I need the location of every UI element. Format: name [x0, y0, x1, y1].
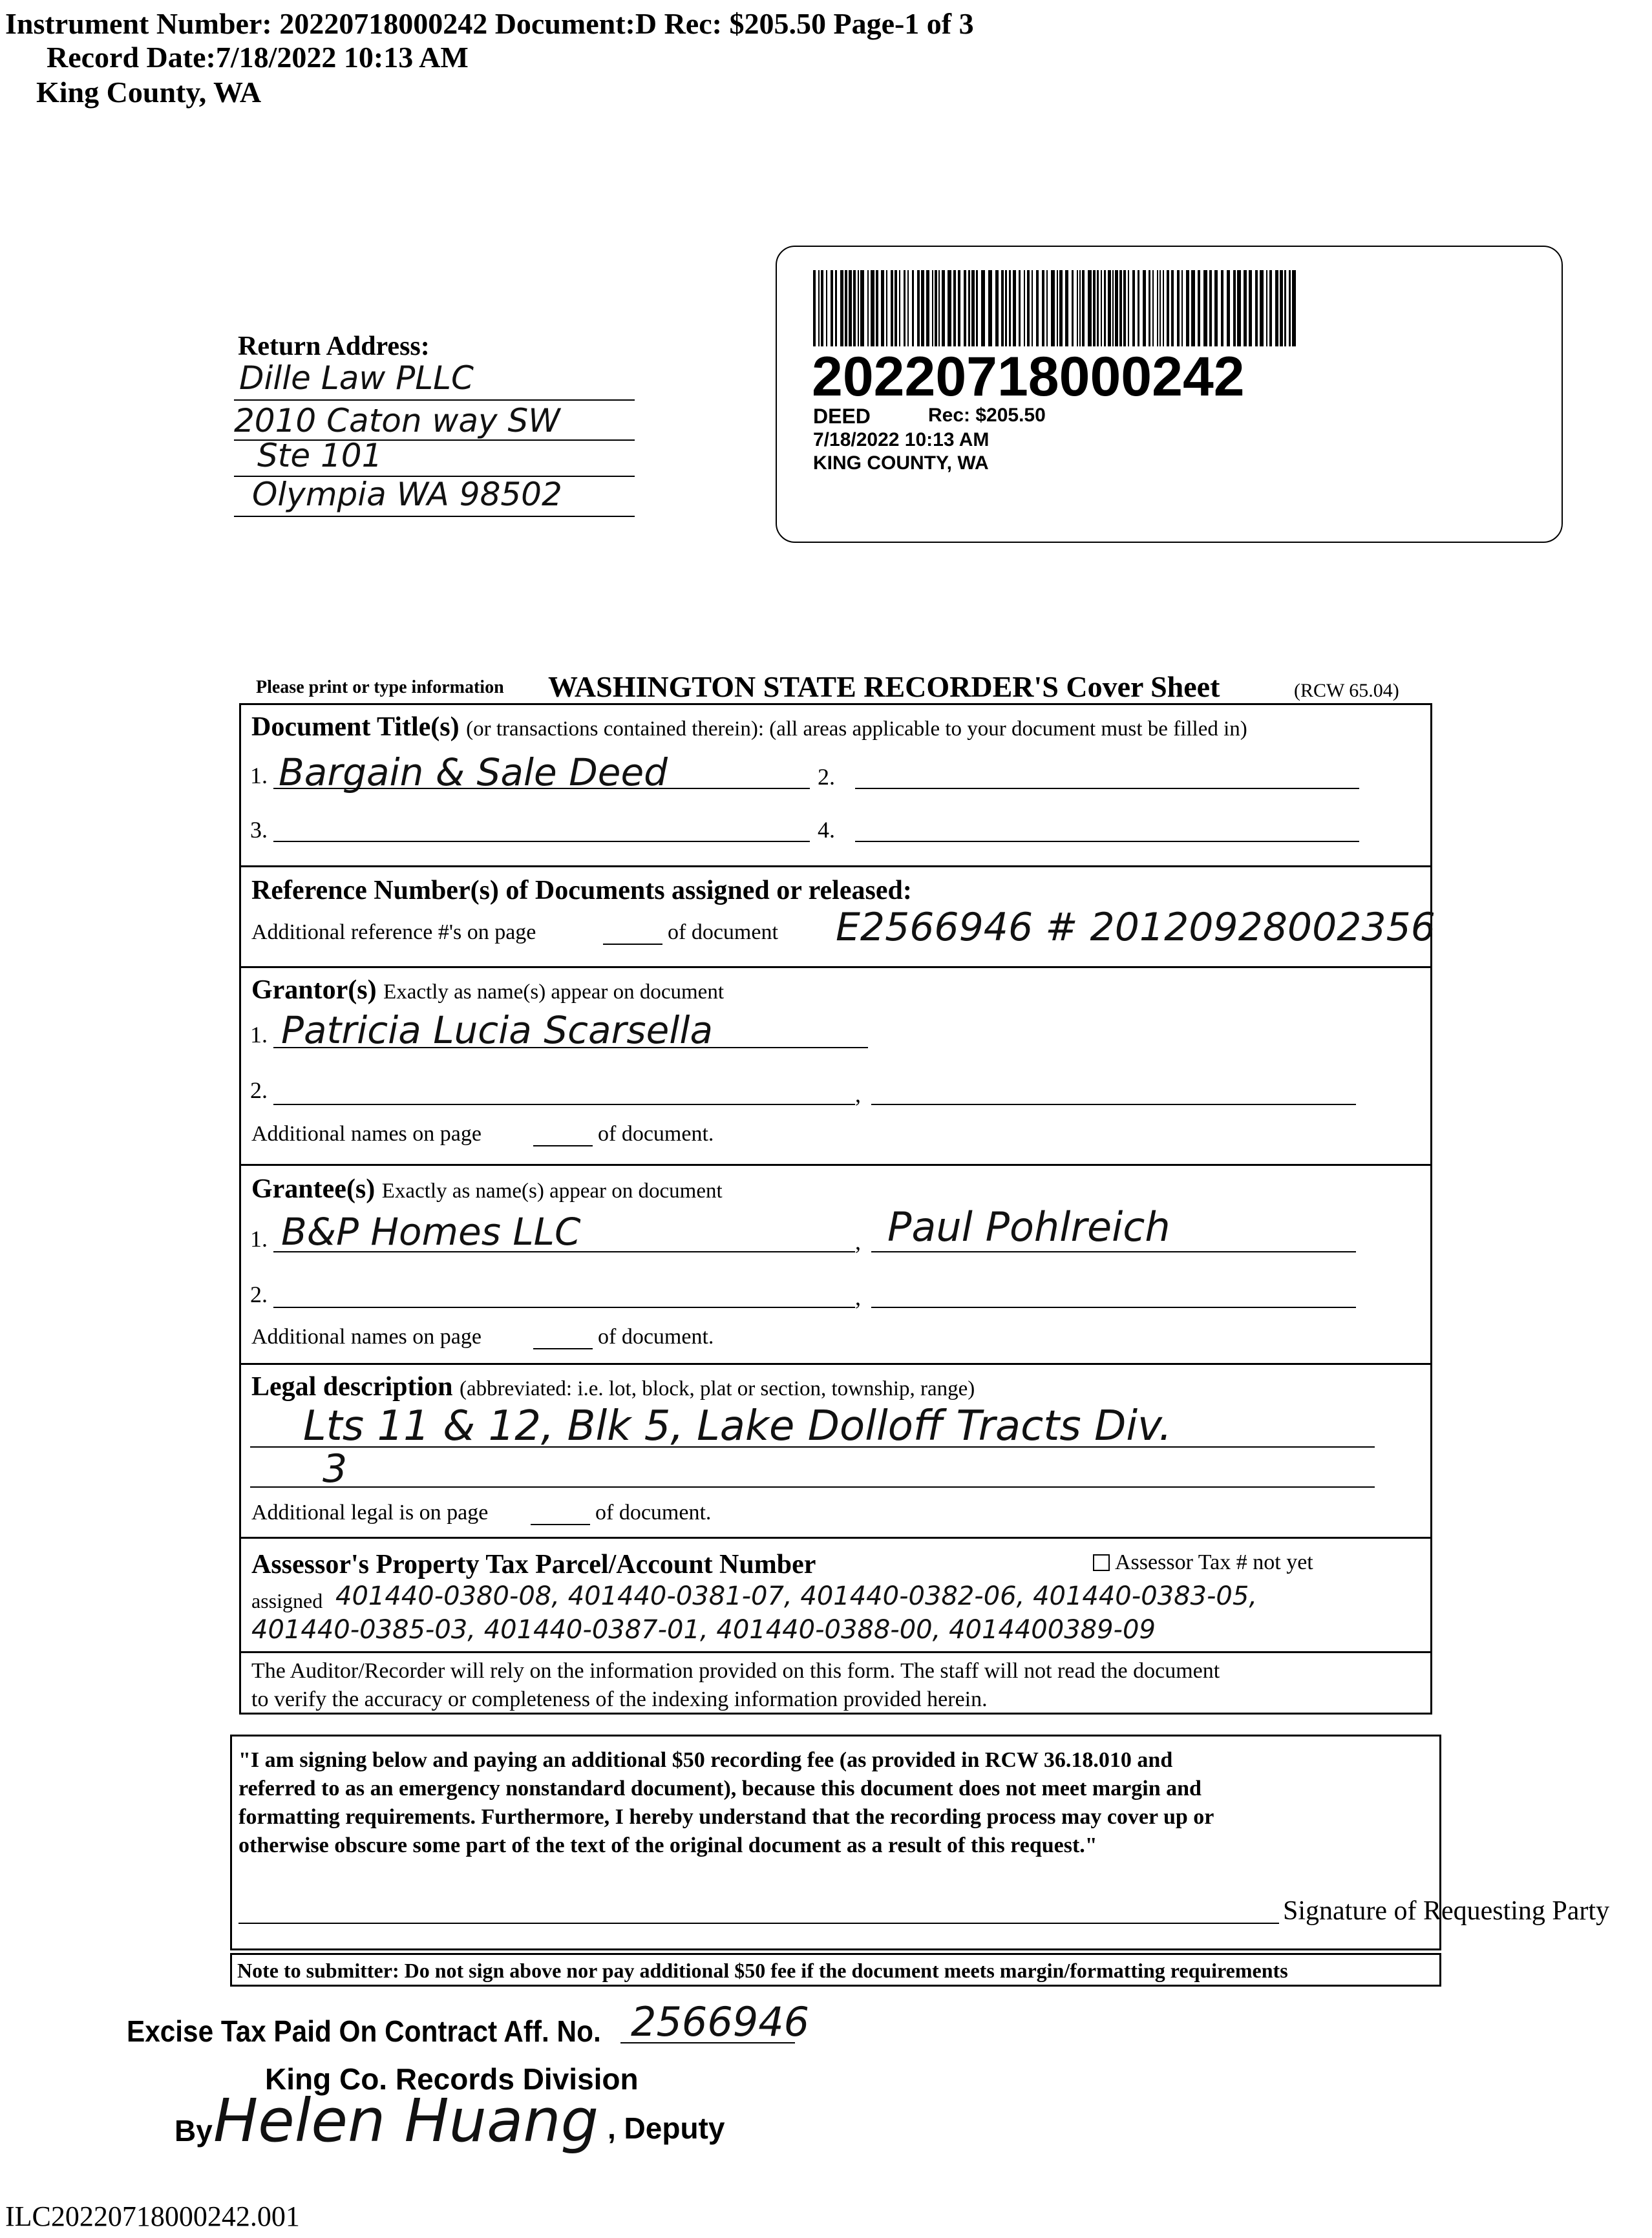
- return-address-line-2: 2010 Caton way SW: [234, 402, 560, 439]
- grantee-num-1: 1.: [250, 1226, 268, 1252]
- grantor-label: Grantor(s): [251, 975, 377, 1005]
- section-document-titles: [239, 703, 1432, 867]
- barcode: [813, 270, 1304, 346]
- return-address-label: Return Address:: [238, 332, 430, 361]
- legal-rule-1: [250, 1446, 1375, 1448]
- return-address-line-1: Dille Law PLLC: [239, 359, 474, 397]
- stamp-fee: Rec: $205.50: [928, 405, 1046, 426]
- grantee-label: Grantee(s): [251, 1174, 376, 1204]
- signature-line[interactable]: [238, 1923, 1279, 1924]
- reference-value: E2566946 # 20120928002356: [836, 905, 1435, 950]
- emergency-line-3: formatting requirements. Furthermore, I hereby understand that the recording process may cover up or: [238, 1805, 1214, 1829]
- section-grantor: Grantor(s) Exactly as name(s) appear on document 1. Patricia Lucia Scarsella 2. , Additional names on page of document.: [239, 966, 1432, 1166]
- reference-label: Reference Number(s) of Documents assigned or released:: [251, 876, 912, 905]
- legal-line-1: Lts 11 & 12, Blk 5, Lake Dolloff Tracts Div.: [303, 1402, 1172, 1450]
- doc-title-num-2: 2.: [818, 764, 835, 790]
- doc-title-1-value: Bargain & Sale Deed: [279, 750, 668, 794]
- header-line-1: Instrument Number: 20220718000242 Document:D Rec: $205.50 Page-1 of 3: [5, 7, 974, 40]
- section-reference: [239, 865, 1435, 968]
- doc-title-2-rule: [855, 788, 1359, 789]
- doc-title-num-3: 3.: [250, 817, 268, 843]
- doc-titles-label: Document Title(s): [251, 712, 460, 742]
- cover-title: WASHINGTON STATE RECORDER'S Cover Sheet: [548, 670, 1220, 703]
- grantor-of-document: of document.: [598, 1122, 714, 1146]
- signature-label: Signature of Requesting Party: [1283, 1896, 1610, 1926]
- header-line-3: King County, WA: [36, 76, 262, 109]
- excise-division: King Co. Records Division: [265, 2062, 639, 2096]
- section-grantee: Grantee(s) Exactly as name(s) appear on document 1. B&P Homes LLC , Paul Pohlreich 2. , Additional names on page of document.: [239, 1164, 1432, 1365]
- grantor-page-rule: [533, 1145, 593, 1146]
- assessor-assigned: assigned: [251, 1589, 323, 1612]
- grantee-2b-rule: [871, 1307, 1356, 1308]
- grantee-num-2: 2.: [250, 1282, 268, 1307]
- section-notice: [239, 1651, 1432, 1715]
- note-box: [230, 1953, 1441, 1987]
- grantor-sub: Exactly as name(s) appear on document: [383, 980, 724, 1004]
- assessor-label: Assessor's Property Tax Parcel/Account Number: [251, 1550, 816, 1579]
- stamp-datetime: 7/18/2022 10:13 AM: [813, 429, 990, 450]
- grantee-page-rule: [533, 1348, 593, 1349]
- reference-of-document: of document: [668, 920, 778, 944]
- grantee-of-document: of document.: [598, 1325, 714, 1349]
- legal-page-rule: [531, 1524, 590, 1525]
- return-address-line-3: Ste 101: [257, 437, 383, 474]
- cover-rcw: (RCW 65.04): [1294, 680, 1399, 701]
- excise-number-rule: [620, 2042, 795, 2043]
- reference-additional: Additional reference #'s on page: [251, 920, 536, 944]
- footer-id: ILC20220718000242.001: [5, 2201, 300, 2232]
- legal-rule-2: [250, 1486, 1375, 1488]
- excise-number: 2566946: [631, 1998, 810, 2045]
- assessor-parcels-line-1: 401440-0380-08, 401440-0381-07, 401440-0382-06, 401440-0383-05,: [335, 1581, 1258, 1611]
- grantee-2a-rule: [273, 1307, 855, 1308]
- excise-label: Excise Tax Paid On Contract Aff. No.: [127, 2014, 601, 2048]
- emergency-line-2: referred to as an emergency nonstandard document), because this document does not meet margin and: [238, 1777, 1202, 1800]
- notice-line-2: to verify the accuracy or completeness of the indexing information provided herein.: [251, 1687, 988, 1711]
- doc-title-1-rule: [273, 788, 810, 789]
- return-address-rule-4: [234, 516, 635, 517]
- section-assessor: [239, 1537, 1432, 1653]
- doc-title-num-4: 4.: [818, 817, 835, 843]
- cover-pretitle: Please print or type information: [256, 677, 504, 697]
- grantee-additional: Additional names on page: [251, 1325, 482, 1349]
- grantee-1a-rule: [273, 1251, 855, 1252]
- legal-additional: Additional legal is on page: [251, 1501, 489, 1525]
- grantee-1b-rule: [871, 1251, 1356, 1252]
- grantor-additional: Additional names on page: [251, 1122, 482, 1146]
- excise-by: By: [175, 2114, 213, 2148]
- recording-stamp: [776, 246, 1563, 543]
- legal-of-document: of document.: [595, 1501, 712, 1525]
- assessor-tax-checkbox[interactable]: [1093, 1554, 1110, 1571]
- legal-sub: (abbreviated: i.e. lot, block, plat or section, township, range): [460, 1377, 975, 1400]
- return-address-line-4: Olympia WA 98502: [252, 476, 562, 513]
- grantee-1a-value: B&P Homes LLC: [281, 1210, 581, 1254]
- stamp-number: 20220718000242: [812, 346, 1245, 408]
- grantor-2a-rule: [273, 1104, 855, 1105]
- emergency-box: [230, 1735, 1610, 1950]
- grantee-1b-value: Paul Pohlreich: [887, 1203, 1170, 1251]
- grantee-sub: Exactly as name(s) appear on document: [381, 1179, 723, 1203]
- legal-line-2: 3: [323, 1446, 348, 1492]
- emergency-line-1: "I am signing below and paying an additional $50 recording fee (as provided in RCW 36.18.010 and: [238, 1748, 1173, 1772]
- grantor-1-value: Patricia Lucia Scarsella: [281, 1008, 714, 1052]
- doc-title-3-rule: [273, 841, 810, 842]
- reference-page-rule: [603, 944, 662, 945]
- section-legal: [239, 1363, 1432, 1539]
- doc-title-num-1: 1.: [250, 763, 268, 788]
- legal-label: Legal description: [251, 1372, 453, 1402]
- grantor-num-2: 2.: [250, 1077, 268, 1103]
- stamp-type: DEED: [813, 405, 871, 428]
- assessor-parcels-line-2: 401440-0385-03, 401440-0387-01, 401440-0388-00, 4014400389-09: [251, 1615, 1156, 1645]
- excise-signer-signature: Helen Huang: [213, 2086, 599, 2155]
- excise-deputy: , Deputy: [608, 2111, 725, 2145]
- doc-titles-sub: (or transactions contained therein): (all areas applicable to your document must be filled in): [466, 717, 1247, 741]
- grantor-num-1: 1.: [250, 1022, 268, 1048]
- header-line-2: Record Date:7/18/2022 10:13 AM: [47, 41, 469, 74]
- return-address-rule-1: [234, 399, 635, 401]
- grantor-2b-rule: [871, 1104, 1356, 1105]
- doc-title-4-rule: [855, 841, 1359, 842]
- assessor-checkbox-label: Assessor Tax # not yet: [1115, 1550, 1313, 1574]
- note-to-submitter: Note to submitter: Do not sign above nor pay additional $50 fee if the document meets margin/formatting requirements: [237, 1959, 1288, 1982]
- emergency-line-4: otherwise obscure some part of the text of the original document as a result of this request.": [238, 1833, 1097, 1857]
- stamp-county: KING COUNTY, WA: [813, 452, 989, 474]
- notice-line-1: The Auditor/Recorder will rely on the information provided on this form. The staff will not read the document: [251, 1659, 1220, 1683]
- grantor-1-rule: [273, 1047, 868, 1048]
